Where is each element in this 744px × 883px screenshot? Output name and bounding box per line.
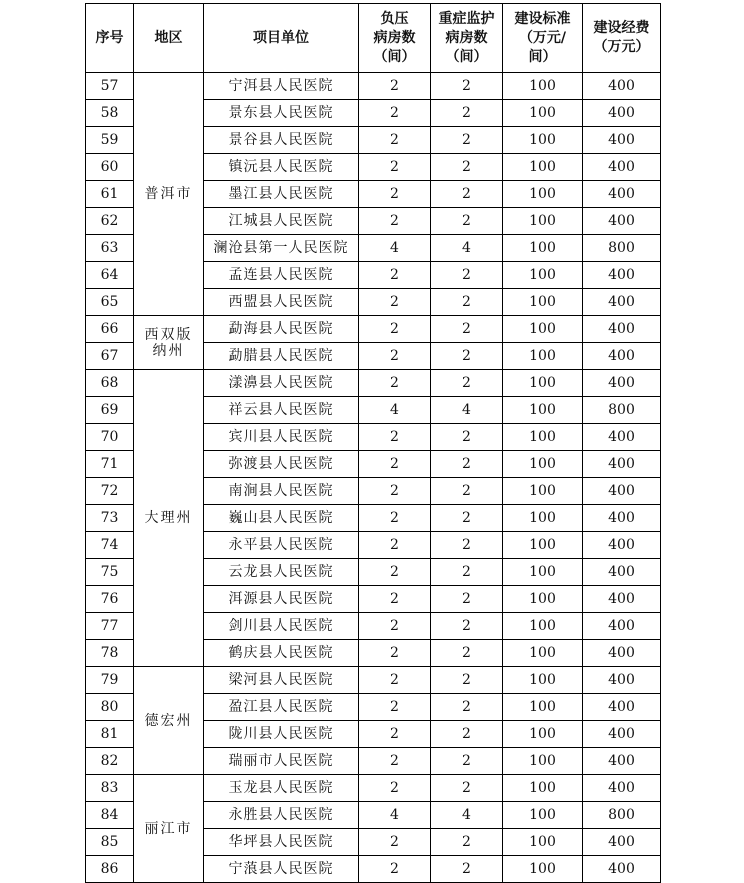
icu-wards: 2 xyxy=(431,559,503,586)
row-number: 86 xyxy=(86,856,134,883)
row-number: 62 xyxy=(86,208,134,235)
construction-standard: 100 xyxy=(503,289,583,316)
construction-standard: 100 xyxy=(503,640,583,667)
construction-standard: 100 xyxy=(503,181,583,208)
negative-pressure-wards: 4 xyxy=(359,397,431,424)
unit-name: 景谷县人民医院 xyxy=(204,127,359,154)
unit-name: 南涧县人民医院 xyxy=(204,478,359,505)
construction-standard: 100 xyxy=(503,667,583,694)
row-number: 64 xyxy=(86,262,134,289)
header-construction-standard: 建设标准 （万元/ 间） xyxy=(503,4,583,73)
icu-wards: 2 xyxy=(431,640,503,667)
construction-standard: 100 xyxy=(503,424,583,451)
header-construction-cost: 建设经费 （万元） xyxy=(583,4,661,73)
unit-name: 漾濞县人民医院 xyxy=(204,370,359,397)
construction-standard: 100 xyxy=(503,397,583,424)
construction-cost: 400 xyxy=(583,316,661,343)
unit-name: 景东县人民医院 xyxy=(204,100,359,127)
icu-wards: 2 xyxy=(431,667,503,694)
construction-standard: 100 xyxy=(503,235,583,262)
header-no: 序号 xyxy=(86,4,134,73)
construction-standard: 100 xyxy=(503,451,583,478)
construction-standard: 100 xyxy=(503,694,583,721)
icu-wards: 2 xyxy=(431,289,503,316)
construction-standard: 100 xyxy=(503,316,583,343)
icu-wards: 2 xyxy=(431,478,503,505)
construction-standard: 100 xyxy=(503,100,583,127)
region-label: 德宏州 xyxy=(144,712,193,729)
icu-wards: 2 xyxy=(431,829,503,856)
unit-name: 鹤庆县人民医院 xyxy=(204,640,359,667)
construction-cost: 400 xyxy=(583,559,661,586)
row-number: 61 xyxy=(86,181,134,208)
region-label: 西双版 xyxy=(144,326,193,343)
negative-pressure-wards: 2 xyxy=(359,100,431,127)
icu-wards: 2 xyxy=(431,370,503,397)
unit-name: 剑川县人民医院 xyxy=(204,613,359,640)
header-region: 地区 xyxy=(134,4,204,73)
construction-standard: 100 xyxy=(503,532,583,559)
negative-pressure-wards: 2 xyxy=(359,775,431,802)
unit-name: 玉龙县人民医院 xyxy=(204,775,359,802)
construction-cost: 400 xyxy=(583,667,661,694)
construction-cost: 800 xyxy=(583,802,661,829)
row-number: 66 xyxy=(86,316,134,343)
construction-cost: 400 xyxy=(583,289,661,316)
unit-name: 江城县人民医院 xyxy=(204,208,359,235)
header-negative-pressure-wards: 负压 病房数 （间） xyxy=(359,4,431,73)
construction-standard: 100 xyxy=(503,154,583,181)
region-label: 纳州 xyxy=(152,342,185,359)
icu-wards: 2 xyxy=(431,775,503,802)
unit-name: 永胜县人民医院 xyxy=(204,802,359,829)
region-cell xyxy=(134,667,204,775)
negative-pressure-wards: 2 xyxy=(359,451,431,478)
icu-wards: 2 xyxy=(431,100,503,127)
unit-name: 永平县人民医院 xyxy=(204,532,359,559)
row-number: 83 xyxy=(86,775,134,802)
icu-wards: 2 xyxy=(431,505,503,532)
negative-pressure-wards: 2 xyxy=(359,478,431,505)
construction-cost: 400 xyxy=(583,829,661,856)
construction-standard: 100 xyxy=(503,478,583,505)
region-cell xyxy=(134,370,204,667)
unit-name: 孟连县人民医院 xyxy=(204,262,359,289)
unit-name: 勐腊县人民医院 xyxy=(204,343,359,370)
construction-cost: 400 xyxy=(583,856,661,883)
negative-pressure-wards: 2 xyxy=(359,289,431,316)
row-number: 75 xyxy=(86,559,134,586)
hospital-construction-table xyxy=(85,3,661,883)
region-cell xyxy=(134,316,204,370)
row-number: 85 xyxy=(86,829,134,856)
construction-standard: 100 xyxy=(503,370,583,397)
row-number: 73 xyxy=(86,505,134,532)
negative-pressure-wards: 2 xyxy=(359,73,431,100)
negative-pressure-wards: 2 xyxy=(359,532,431,559)
negative-pressure-wards: 2 xyxy=(359,748,431,775)
construction-cost: 400 xyxy=(583,532,661,559)
row-number: 84 xyxy=(86,802,134,829)
row-number: 71 xyxy=(86,451,134,478)
construction-cost: 400 xyxy=(583,154,661,181)
row-number: 68 xyxy=(86,370,134,397)
construction-standard: 100 xyxy=(503,775,583,802)
construction-cost: 400 xyxy=(583,748,661,775)
negative-pressure-wards: 2 xyxy=(359,181,431,208)
construction-cost: 400 xyxy=(583,586,661,613)
negative-pressure-wards: 2 xyxy=(359,559,431,586)
unit-name: 澜沧县第一人民医院 xyxy=(204,235,359,262)
row-number: 80 xyxy=(86,694,134,721)
row-number: 70 xyxy=(86,424,134,451)
table-row xyxy=(86,73,661,100)
icu-wards: 2 xyxy=(431,694,503,721)
negative-pressure-wards: 2 xyxy=(359,208,431,235)
icu-wards: 2 xyxy=(431,424,503,451)
row-number: 78 xyxy=(86,640,134,667)
construction-standard: 100 xyxy=(503,856,583,883)
construction-standard: 100 xyxy=(503,343,583,370)
row-number: 72 xyxy=(86,478,134,505)
unit-name: 盈江县人民医院 xyxy=(204,694,359,721)
construction-cost: 400 xyxy=(583,694,661,721)
icu-wards: 4 xyxy=(431,235,503,262)
region-label: 普洱市 xyxy=(144,186,193,202)
construction-cost: 400 xyxy=(583,343,661,370)
icu-wards: 2 xyxy=(431,73,503,100)
region-label: 丽江市 xyxy=(144,820,193,837)
icu-wards: 2 xyxy=(431,127,503,154)
negative-pressure-wards: 2 xyxy=(359,613,431,640)
row-number: 69 xyxy=(86,397,134,424)
negative-pressure-wards: 2 xyxy=(359,316,431,343)
construction-cost: 400 xyxy=(583,208,661,235)
row-number: 65 xyxy=(86,289,134,316)
unit-name: 镇沅县人民医院 xyxy=(204,154,359,181)
negative-pressure-wards: 2 xyxy=(359,586,431,613)
construction-standard: 100 xyxy=(503,748,583,775)
construction-standard: 100 xyxy=(503,559,583,586)
construction-standard: 100 xyxy=(503,829,583,856)
icu-wards: 2 xyxy=(431,208,503,235)
construction-cost: 400 xyxy=(583,451,661,478)
icu-wards: 2 xyxy=(431,586,503,613)
construction-cost: 400 xyxy=(583,370,661,397)
icu-wards: 2 xyxy=(431,451,503,478)
unit-name: 宁洱县人民医院 xyxy=(204,73,359,100)
unit-name: 西盟县人民医院 xyxy=(204,289,359,316)
construction-standard: 100 xyxy=(503,73,583,100)
unit-name: 洱源县人民医院 xyxy=(204,586,359,613)
negative-pressure-wards: 2 xyxy=(359,370,431,397)
construction-cost: 400 xyxy=(583,73,661,100)
construction-cost: 400 xyxy=(583,721,661,748)
negative-pressure-wards: 2 xyxy=(359,505,431,532)
unit-name: 宾川县人民医院 xyxy=(204,424,359,451)
region-cell xyxy=(134,73,204,316)
construction-standard: 100 xyxy=(503,262,583,289)
negative-pressure-wards: 2 xyxy=(359,829,431,856)
negative-pressure-wards: 2 xyxy=(359,640,431,667)
icu-wards: 2 xyxy=(431,316,503,343)
row-number: 76 xyxy=(86,586,134,613)
construction-standard: 100 xyxy=(503,586,583,613)
negative-pressure-wards: 2 xyxy=(359,721,431,748)
unit-name: 瑞丽市人民医院 xyxy=(204,748,359,775)
region-cell xyxy=(134,775,204,883)
negative-pressure-wards: 4 xyxy=(359,235,431,262)
icu-wards: 2 xyxy=(431,262,503,289)
unit-name: 梁河县人民医院 xyxy=(204,667,359,694)
negative-pressure-wards: 2 xyxy=(359,262,431,289)
table-header-row xyxy=(86,4,661,73)
row-number: 81 xyxy=(86,721,134,748)
unit-name: 弥渡县人民医院 xyxy=(204,451,359,478)
negative-pressure-wards: 2 xyxy=(359,424,431,451)
icu-wards: 2 xyxy=(431,181,503,208)
construction-standard: 100 xyxy=(503,613,583,640)
table-row xyxy=(86,775,661,802)
row-number: 82 xyxy=(86,748,134,775)
construction-cost: 800 xyxy=(583,235,661,262)
unit-name: 云龙县人民医院 xyxy=(204,559,359,586)
row-number: 59 xyxy=(86,127,134,154)
negative-pressure-wards: 2 xyxy=(359,667,431,694)
row-number: 79 xyxy=(86,667,134,694)
row-number: 77 xyxy=(86,613,134,640)
icu-wards: 4 xyxy=(431,397,503,424)
unit-name: 勐海县人民医院 xyxy=(204,316,359,343)
icu-wards: 2 xyxy=(431,613,503,640)
construction-standard: 100 xyxy=(503,208,583,235)
construction-standard: 100 xyxy=(503,127,583,154)
row-number: 74 xyxy=(86,532,134,559)
table-row xyxy=(86,316,661,343)
icu-wards: 4 xyxy=(431,802,503,829)
table-body xyxy=(86,73,661,883)
construction-standard: 100 xyxy=(503,721,583,748)
negative-pressure-wards: 4 xyxy=(359,802,431,829)
construction-cost: 400 xyxy=(583,478,661,505)
icu-wards: 2 xyxy=(431,154,503,181)
negative-pressure-wards: 2 xyxy=(359,154,431,181)
construction-cost: 400 xyxy=(583,424,661,451)
table-row xyxy=(86,370,661,397)
header-icu-wards: 重症监护 病房数 （间） xyxy=(431,4,503,73)
row-number: 63 xyxy=(86,235,134,262)
row-number: 57 xyxy=(86,73,134,100)
icu-wards: 2 xyxy=(431,748,503,775)
negative-pressure-wards: 2 xyxy=(359,127,431,154)
icu-wards: 2 xyxy=(431,856,503,883)
construction-cost: 400 xyxy=(583,505,661,532)
construction-cost: 800 xyxy=(583,397,661,424)
unit-name: 华坪县人民医院 xyxy=(204,829,359,856)
icu-wards: 2 xyxy=(431,721,503,748)
unit-name: 巍山县人民医院 xyxy=(204,505,359,532)
row-number: 67 xyxy=(86,343,134,370)
construction-cost: 400 xyxy=(583,100,661,127)
negative-pressure-wards: 2 xyxy=(359,856,431,883)
icu-wards: 2 xyxy=(431,343,503,370)
negative-pressure-wards: 2 xyxy=(359,343,431,370)
unit-name: 祥云县人民医院 xyxy=(204,397,359,424)
row-number: 58 xyxy=(86,100,134,127)
construction-cost: 400 xyxy=(583,262,661,289)
construction-cost: 400 xyxy=(583,613,661,640)
unit-name: 宁蒗县人民医院 xyxy=(204,856,359,883)
construction-standard: 100 xyxy=(503,505,583,532)
construction-cost: 400 xyxy=(583,775,661,802)
construction-cost: 400 xyxy=(583,127,661,154)
construction-cost: 400 xyxy=(583,181,661,208)
header-unit: 项目单位 xyxy=(204,4,359,73)
icu-wards: 2 xyxy=(431,532,503,559)
unit-name: 陇川县人民医院 xyxy=(204,721,359,748)
construction-standard: 100 xyxy=(503,802,583,829)
negative-pressure-wards: 2 xyxy=(359,694,431,721)
table-row xyxy=(86,667,661,694)
construction-cost: 400 xyxy=(583,640,661,667)
unit-name: 墨江县人民医院 xyxy=(204,181,359,208)
region-label: 大理州 xyxy=(144,510,193,526)
row-number: 60 xyxy=(86,154,134,181)
